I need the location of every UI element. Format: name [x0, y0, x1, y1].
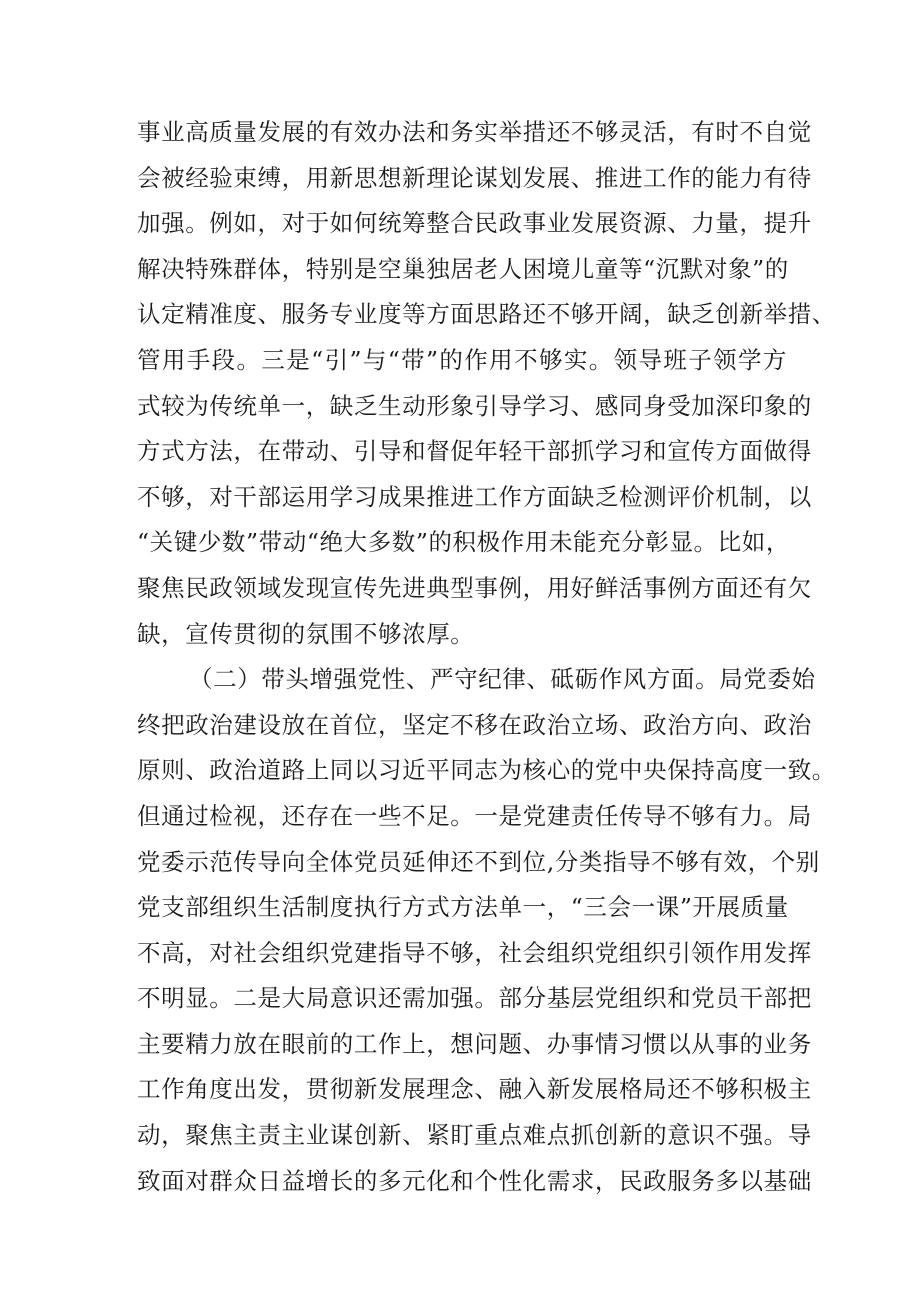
text-line: 解决特殊群体，特别是空巢独居老人困境儿童等“沉默对象”的: [137, 254, 789, 283]
text-line: 不够，对干部运用学习成果推进工作方面缺乏检测评价机制，以: [137, 482, 812, 511]
text-line: 管用手段。三是“引”与“带”的作用不够实。领导班子领学方: [137, 345, 787, 374]
text-line: “关键少数”带动“绝大多数”的积极作用未能充分彰显。比如，: [137, 528, 790, 557]
text-line: 会被经验束缚，用新思想新理论谋划发展、推进工作的能力有待: [137, 163, 812, 192]
document-body: [137, 110, 836, 1204]
text-line: 主要精力放在眼前的工作上，想问题、办事情习惯以从事的业务: [137, 1029, 812, 1058]
text-line: 致面对群众日益增长的多元化和个性化需求，民政服务多以基础: [137, 1166, 812, 1195]
text-line: 动，聚焦主责主业谋创新、紧盯重点难点抓创新的意识不强。导: [137, 1121, 812, 1150]
text-line: 加强。例如，对于如何统筹整合民政事业发展资源、力量，提升: [137, 209, 812, 238]
text-line: 工作角度出发，贯彻新发展理念、融入新发展格局还不够积极主: [137, 1075, 812, 1104]
text-line: 式较为传统单一，缺乏生动形象引导学习、感同身受加深印象的: [137, 391, 812, 420]
text-line: 事业高质量发展的有效办法和务实举措还不够灵活，有时不自觉: [137, 118, 812, 146]
text-line: 终把政治建设放在首位，坚定不移在政治立场、政治方向、政治: [137, 710, 812, 739]
text-line: 原则、政治道路上同以习近平同志为核心的党中央保持高度一致。: [137, 756, 836, 785]
text-line: 聚焦民政领域发现宣传先进典型事例，用好鲜活事例方面还有欠: [137, 573, 812, 602]
text-line: 方式方法，在带动、引导和督促年轻干部抓学习和宣传方面做得: [137, 437, 812, 466]
text-line: 认定精准度、服务专业度等方面思路还不够开阔，缺乏创新举措、: [137, 300, 836, 329]
text-line: 党委示范传导向全体党员延伸还不到位,分类指导不够有效，个别: [137, 847, 820, 876]
paragraph-end-line: 缺，宣传贯彻的氛围不够浓厚。: [137, 619, 475, 648]
text-line: 不明显。二是大局意识还需加强。部分基层党组织和党员干部把: [137, 984, 812, 1013]
text-line: 但通过检视，还存在一些不足。一是党建责任传导不够有力。局: [137, 801, 812, 830]
text-line: 党支部组织生活制度执行方式方法单一，“三会一课”开展质量: [137, 893, 789, 922]
section-heading-line: （二）带头增强党性、严守纪律、砥砺作风方面。局党委始: [189, 665, 816, 694]
text-line: 不高，对社会组织党建指导不够，社会组织党组织引领作用发挥: [137, 938, 812, 967]
